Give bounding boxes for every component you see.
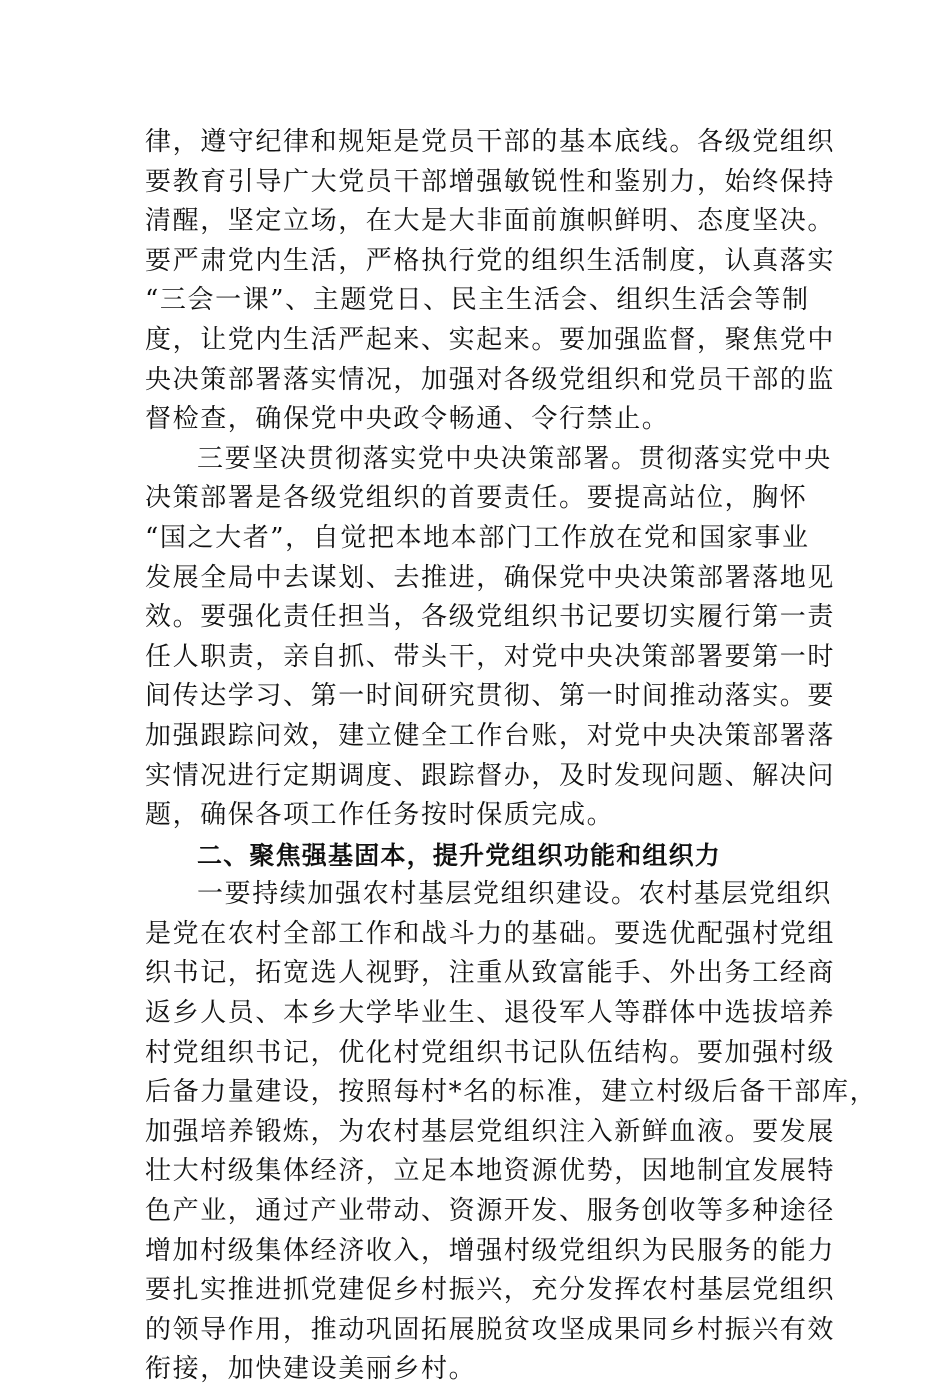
section-heading: 二、聚焦强基固本，提升党组织功能和组织力 xyxy=(197,840,722,870)
paragraph-line: 是党在农村全部工作和战斗力的基础。要选优配强村党组 xyxy=(145,918,836,949)
paragraph-line: 效。要强化责任担当，各级党组织书记要切实履行第一责 xyxy=(145,602,836,633)
paragraph-line: 度，让党内生活严起来、实起来。要加强监督，聚焦党中 xyxy=(145,324,836,355)
paragraph-line: 的领导作用，推动巩固拓展脱贫攻坚成果同乡村振兴有效 xyxy=(145,1314,836,1345)
paragraph-line: 后备力量建设，按照每村*名的标准，建立村级后备干部库， xyxy=(145,1077,878,1108)
paragraph-line: 决策部署是各级党组织的首要责任。要提高站位，胸怀 xyxy=(145,483,808,514)
paragraph-line: “三会一课”、主题党日、民主生活会、组织生活会等制 xyxy=(145,285,810,316)
paragraph-line: 村党组织书记，优化村党组织书记队伍结构。要加强村级 xyxy=(145,1037,836,1068)
paragraph-line: 增加村级集体经济收入，增强村级党组织为民服务的能力 xyxy=(145,1235,836,1266)
paragraph-line: 督检查，确保党中央政令畅通、令行禁止。 xyxy=(145,404,670,435)
paragraph-line: 题，确保各项工作任务按时保质完成。 xyxy=(145,800,615,831)
paragraph-line: 衔接，加快建设美丽乡村。 xyxy=(145,1354,477,1385)
paragraph-line: 实情况进行定期调度、跟踪督办，及时发现问题、解决问 xyxy=(145,760,836,791)
paragraph-line: 要严肃党内生活，严格执行党的组织生活制度，认真落实 xyxy=(145,245,836,276)
paragraph-line: 清醒，坚定立场，在大是大非面前旗帜鲜明、态度坚决。 xyxy=(145,206,836,237)
paragraph-line: 律，遵守纪律和规矩是党员干部的基本底线。各级党组织 xyxy=(145,127,836,157)
paragraph-first-line: 三要坚决贯彻落实党中央决策部署。贯彻落实党中央 xyxy=(197,443,832,474)
document-body xyxy=(145,123,878,1390)
paragraph-line: 发展全局中去谋划、去推进，确保党中央决策部署落地见 xyxy=(145,562,836,593)
paragraph-line: 要扎实推进抓党建促乡村振兴，充分发挥农村基层党组织 xyxy=(145,1275,836,1306)
paragraph-line: 织书记，拓宽选人视野，注重从致富能手、外出务工经商 xyxy=(145,958,836,989)
paragraph-line: 间传达学习、第一时间研究贯彻、第一时间推动落实。要 xyxy=(145,681,836,712)
paragraph-line: 央决策部署落实情况，加强对各级党组织和党员干部的监 xyxy=(145,364,836,395)
paragraph-line: 加强跟踪问效，建立健全工作台账，对党中央决策部署落 xyxy=(145,720,836,751)
paragraph-line: “国之大者”，自觉把本地本部门工作放在党和国家事业 xyxy=(145,522,810,553)
paragraph-first-line: 一要持续加强农村基层党组织建设。农村基层党组织 xyxy=(197,879,832,910)
paragraph-line: 要教育引导广大党员干部增强敏锐性和鉴别力，始终保持 xyxy=(145,166,836,197)
paragraph-line: 色产业，通过产业带动、资源开发、服务创收等多种途径 xyxy=(145,1196,836,1227)
paragraph-line: 任人职责，亲自抓、带头干，对党中央决策部署要第一时 xyxy=(145,641,836,672)
paragraph-line: 壮大村级集体经济，立足本地资源优势，因地制宜发展特 xyxy=(145,1156,836,1187)
paragraph-line: 返乡人员、本乡大学毕业生、退役军人等群体中选拔培养 xyxy=(145,998,836,1029)
paragraph-line: 加强培养锻炼，为农村基层党组织注入新鲜血液。要发展 xyxy=(145,1116,836,1147)
